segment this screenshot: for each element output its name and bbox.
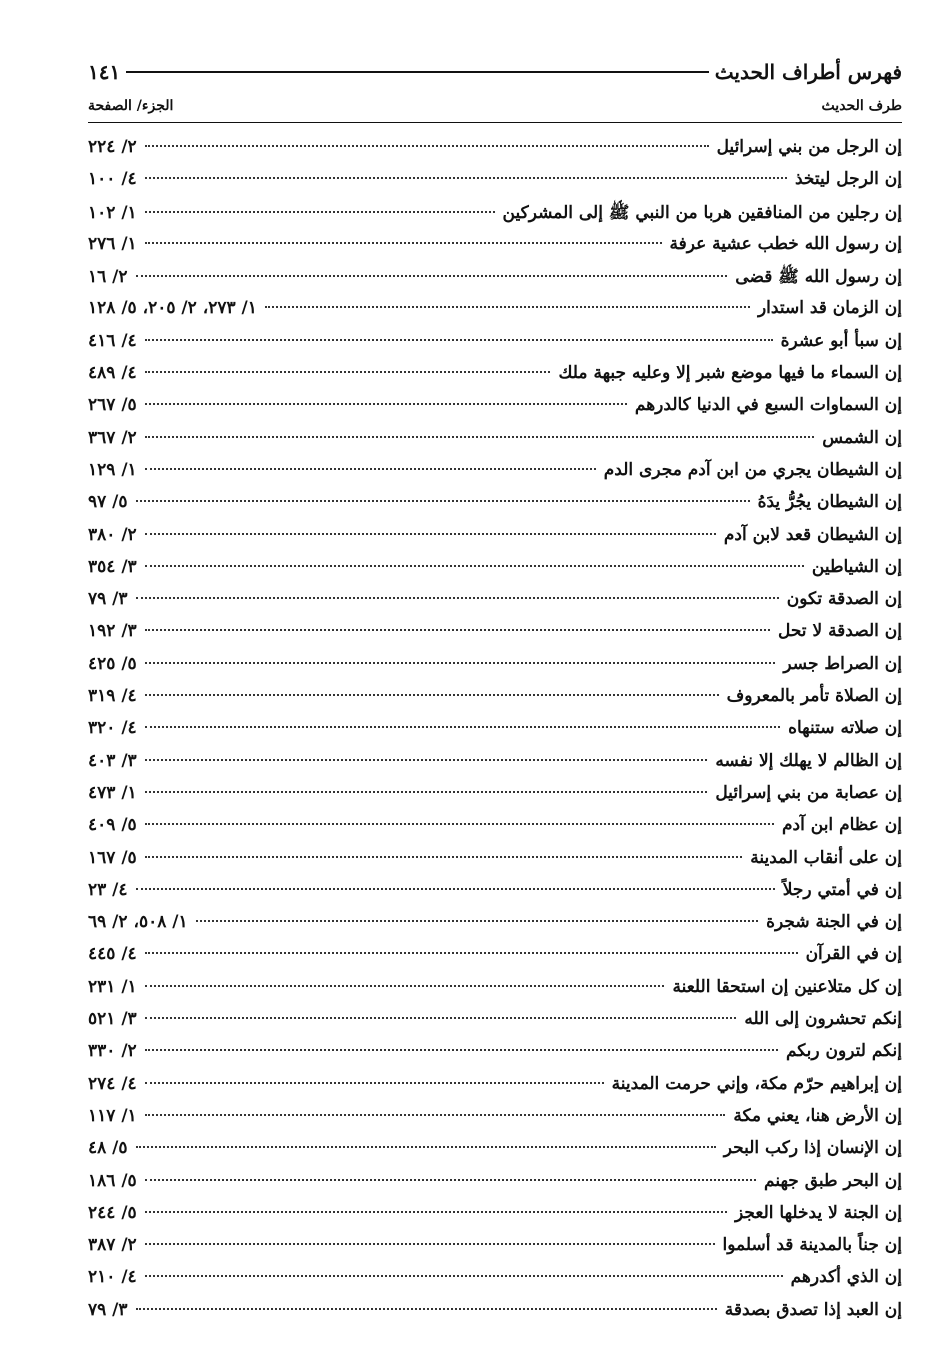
entry-text: إن الصراط جسر [783,653,902,674]
entry-reference: ١/ ١٠٢ [88,202,137,223]
dot-leader [145,629,770,631]
entry-text: إن الرجل من بني إسرائيل [716,137,902,157]
column-header-hadith: طرف الحديث [821,98,902,114]
index-entry [88,783,902,815]
entry-text: إن السماوات السبع في الدنيا كالدرهم [634,395,902,416]
dot-leader [145,177,787,179]
index-entry [88,169,902,201]
dot-leader [145,533,716,535]
page-title: فهرس أطراف الحديث [714,60,902,84]
entry-text: إن الشمس [822,427,902,448]
entry-reference: ١/ ٢٧٣، ٢/ ٢٠٥، ٥/ ١٢٨ [88,298,257,319]
dot-leader [145,726,780,728]
entry-text: إن الجنة لا يدخلها العجز [735,1202,902,1223]
dot-leader [145,211,495,213]
index-entry [88,1041,902,1073]
dot-leader [145,339,773,341]
entry-reference: ٤/ ٣٢٠ [88,718,137,739]
entry-reference: ١/ ٢٣١ [88,976,137,997]
entry-text: إن الشيطان يجُرُّ يدَهُ [757,492,902,513]
entry-reference: ٤/ ٢١٠ [88,1267,137,1288]
entry-reference: ٣/ ١٩٢ [88,621,137,642]
entry-text: إن إبراهيم حرّم مكة، وإني حرمت المدينة [611,1073,902,1094]
entry-text: إن الزمان قد استدار [757,298,902,319]
entry-text: إن سبأ أبو عشرة [780,330,902,351]
index-entry [88,331,902,363]
entry-text: إن الشياطين [811,556,902,577]
entry-text: إن في القرآن [805,944,902,965]
index-entry [88,880,902,912]
dot-leader [145,759,708,761]
dot-leader [145,565,804,567]
dot-leader [136,888,775,890]
entry-text: إن الظالم لا يهلك إلا نفسه [715,750,902,771]
entry-text: إن جناً بالمدينة قد أسلموا [722,1235,902,1256]
dot-leader [265,306,750,308]
entry-reference: ٥/ ٤٢٥ [88,653,137,674]
entry-reference: ٤/ ٤٨٩ [88,363,137,384]
column-headers [88,98,902,120]
entry-text: إنكم تحشرون إلى الله [744,1009,902,1030]
entry-reference: ١/ ٤٧٣ [88,782,137,803]
dot-leader [145,985,665,987]
entry-text: إن الشيطان يجري من ابن آدم مجرى الدم [603,459,902,480]
entry-text: إن الصلاة تأمر بالمعروف [726,686,902,707]
entry-text: إن الصدقة لا تحل [777,621,902,642]
entry-reference: ٢/ ٣٦٧ [88,427,137,448]
dot-leader [145,952,798,954]
index-entry [88,1203,902,1235]
entry-reference: ٣/ ٤٠٣ [88,750,137,771]
entry-reference: ٣/ ٣٥٤ [88,556,137,577]
dot-leader [136,275,728,277]
entry-reference: ٥/ ٢٦٧ [88,395,137,416]
entry-reference: ٥/ ٤٠٩ [88,815,137,836]
divider [88,122,902,123]
dot-leader [145,1082,604,1084]
entry-reference: ٣/ ٧٩ [88,589,128,610]
entry-text: إن صلاته ستنهاه [788,718,902,739]
entry-text: إن الصدقة تكون [786,589,902,610]
index-entry [88,1267,902,1299]
index-entry [88,395,902,427]
index-entry [88,1300,902,1332]
dot-leader [145,1211,727,1213]
page-number: ١٤١ [88,60,121,84]
dot-leader [136,597,779,599]
entry-reference: ٥/ ٩٧ [88,492,128,513]
index-entry [88,428,902,460]
dot-leader [145,242,662,244]
entry-reference: ٢/ ٣٨٧ [88,1235,137,1256]
entry-text: إن رسول الله ﷺ قضى [735,267,902,288]
index-entry [88,492,902,524]
entry-reference: ١/ ١٢٩ [88,459,137,480]
index-entry [88,525,902,557]
entry-text: إن على أنقاب المدينة [750,847,902,868]
dot-leader [145,468,596,470]
dot-leader [145,371,551,373]
entry-text: إن في الجنة شجرة [766,912,902,933]
index-entry [88,557,902,589]
dot-leader [145,403,627,405]
entry-text: إن عصابة من بني إسرائيل [715,782,902,803]
index-entry [88,1138,902,1170]
index-entry [88,1235,902,1267]
dot-leader [145,662,776,664]
index-entry [88,751,902,783]
entry-reference: ٥/ ١٦٧ [88,847,137,868]
dot-leader [145,436,815,438]
running-head [88,52,902,92]
dot-leader [145,791,708,793]
dot-leader [145,1275,783,1277]
entry-reference: ٢/ ٢٢٤ [88,137,137,157]
index-entry [88,460,902,492]
index-entry [88,266,902,298]
entry-text: إن رجلين من المنافقين هربا من النبي ﷺ إلى المشركين [502,202,902,223]
dot-leader [145,145,709,147]
index-entry [88,621,902,653]
dot-leader [145,1114,726,1116]
entry-reference: ٤/ ٤١٦ [88,330,137,351]
index-entry [88,977,902,1009]
entry-text: إن في أمتي رجلاً [782,879,902,900]
index-entry [88,912,902,944]
entry-reference: ٣/ ٥٢١ [88,1009,137,1030]
entry-reference: ٣/ ٧٩ [88,1299,128,1320]
entry-text: إنكم لترون ربكم [785,1041,902,1062]
entry-reference: ٢/ ٣٣٠ [88,1041,137,1062]
dot-leader [145,694,719,696]
entry-reference: ٢/ ٣٨٠ [88,524,137,545]
entry-text: إن الإنسان إذا ركب البحر [723,1138,902,1159]
dot-leader [196,920,758,922]
index-entry [88,234,902,266]
column-header-reference: الجزء/ الصفحة [88,98,174,114]
entry-reference: ٤/ ٢٧٤ [88,1073,137,1094]
index-entry [88,718,902,750]
dot-leader [145,1049,778,1051]
entry-text: إن العبد إذا تصدق بصدقة [724,1299,902,1320]
dot-leader [145,823,774,825]
entry-reference: ١/ ٥٠٨، ٢/ ٦٩ [88,912,188,933]
entry-text: إن كل متلاعنين إن استحقا اللعنة [672,976,902,997]
index-entry [88,1106,902,1138]
entry-reference: ٥/ ١٨٦ [88,1170,137,1191]
index-entry [88,654,902,686]
dot-leader [145,1017,737,1019]
dot-leader [145,1179,756,1181]
entry-reference: ٥/ ٤٨ [88,1138,128,1159]
dot-leader [136,500,750,502]
index-entry [88,202,902,234]
entry-text: إن رسول الله خطب عشية عرفة [669,233,902,254]
index-entry [88,1009,902,1041]
index-entry [88,137,902,169]
entry-text: إن البحر طبق جهنم [764,1170,902,1191]
dot-leader [136,1146,716,1148]
entry-text: إن الذي أكدرهم [790,1267,902,1288]
index-entry [88,363,902,395]
index-entry [88,298,902,330]
entry-reference: ١/ ١١٧ [88,1105,137,1126]
entry-reference: ١/ ٢٧٦ [88,233,137,254]
entry-text: إن الرجل ليتخذ [794,169,902,190]
index-entry [88,848,902,880]
index-entry [88,589,902,621]
header-rule-line [126,71,709,73]
dot-leader [136,1308,717,1310]
index-entry [88,815,902,847]
entry-reference: ٤/ ١٠٠ [88,169,137,190]
entry-reference: ٤/ ٣١٩ [88,686,137,707]
entry-text: إن الأرض هنا، يعني مكة [733,1105,902,1126]
entry-reference: ٥/ ٢٤٤ [88,1202,137,1223]
entry-reference: ٤/ ٤٤٥ [88,944,137,965]
index-entry [88,1171,902,1203]
index-entry [88,944,902,976]
dot-leader [145,1243,715,1245]
index-entry [88,1074,902,1106]
index-entry [88,686,902,718]
entry-reference: ٤/ ٢٣ [88,879,128,900]
entry-reference: ٢/ ١٦ [88,267,128,288]
entry-list [88,137,902,1332]
entry-text: إن عظام ابن آدم [782,815,902,836]
entry-text: إن الشيطان قعد لابن آدم [723,524,902,545]
entry-text: إن السماء ما فيها موضع شبر إلا وعليه جبهة ملك [558,363,902,384]
index-page [88,52,902,1332]
dot-leader [145,856,743,858]
